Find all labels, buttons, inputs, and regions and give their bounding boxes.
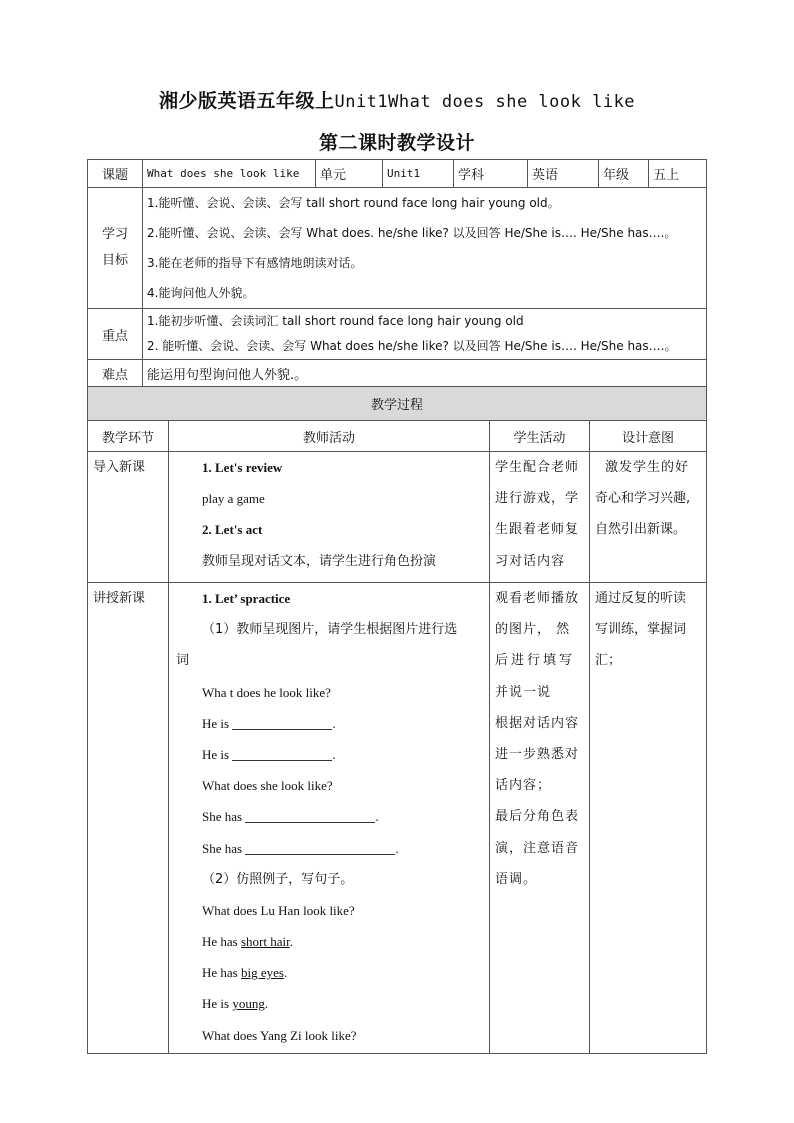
column-header: 教学环节: [88, 421, 169, 452]
key-point-item: 1.能初步听懂、会读词汇 tall short round face long hair young old: [147, 314, 524, 328]
process-header: 教学过程: [88, 387, 707, 421]
grade-value: 五上: [649, 160, 707, 188]
goal-item: 1.能听懂、会说、会读、会写 tall short round face long hair young old。: [147, 196, 560, 210]
answer-blank[interactable]: [245, 808, 375, 823]
student-activity: 学生配合老师 进行游戏，学 生跟着老师复 习对话内容: [490, 452, 590, 583]
stage-label: 导入新课: [93, 460, 146, 475]
goal-item: 4.能询问他人外貌。: [147, 286, 255, 300]
teacher-activity: 1. Let’ spractice （1）教师呈现图片，请学生根据图片进行选 词 Wha t does he look like? He is . He is . What does she look like? She has . She has . （2）仿照例子，写句子。 What does Lu Han look like? He has short hair. He has big eyes. He is young. What does Yang Zi look like?: [169, 583, 490, 1054]
stage-label: 讲授新课: [93, 591, 146, 606]
goals-label: 学习目标: [88, 188, 143, 309]
teacher-activity: 1. Let's review play a game 2. Let's act 教师呈现对话文本，请学生进行角色扮演: [169, 452, 490, 583]
goal-item: 2.能听懂、会说、会读、会写 What does. he/she like? 以及回答 He/She is…. He/She has….。: [147, 226, 677, 240]
grade-label: 年级: [599, 160, 649, 188]
topic-value: What does she look like: [143, 160, 316, 188]
subject-value: 英语: [528, 160, 599, 188]
teaching-process-table: [87, 386, 707, 1054]
answer-blank[interactable]: [232, 715, 332, 730]
key-point-item: 2. 能听懂、会说、会读、会写 What does he/she like? 以及回答 He/She is…. He/She has….。: [147, 339, 677, 353]
difficulty-label: 难点: [88, 360, 143, 387]
table-row: [88, 583, 707, 1054]
subject-label: 学科: [454, 160, 528, 188]
document-title: 湘少版英语五年级上Unit1What does she look like: [158, 90, 636, 112]
design-intent: 通过反复的听读 写训练，掌握词 汇；: [590, 583, 707, 1054]
key-points-content: [143, 309, 707, 360]
goal-item: 3.能在老师的指导下有感情地朗读对话。: [147, 256, 363, 270]
unit-label: 单元: [316, 160, 383, 188]
lesson-info-table: [87, 159, 707, 387]
student-activity: 观看老师播放 的图片， 然 后进行填写 并说一说 根据对话内容 进一步熟悉对 话内容； 最后分角色表 演，注意语音 语调。: [490, 583, 590, 1054]
goals-content: [143, 188, 707, 309]
unit-value: Unit1: [383, 160, 454, 188]
document-subtitle: 第二课时教学设计: [318, 132, 475, 154]
design-intent: 激发学生的好 奇心和学习兴趣, 自然引出新课。: [590, 452, 707, 583]
topic-label: 课题: [88, 160, 143, 188]
difficulty-text: 能运用句型询问他人外貌.。: [143, 360, 707, 387]
answer-blank[interactable]: [245, 840, 395, 855]
key-points-label: 重点: [88, 309, 143, 360]
table-row: [88, 452, 707, 583]
column-header: 学生活动: [490, 421, 590, 452]
answer-blank[interactable]: [232, 746, 332, 761]
column-header: 设计意图: [590, 421, 707, 452]
column-header: 教师活动: [169, 421, 490, 452]
